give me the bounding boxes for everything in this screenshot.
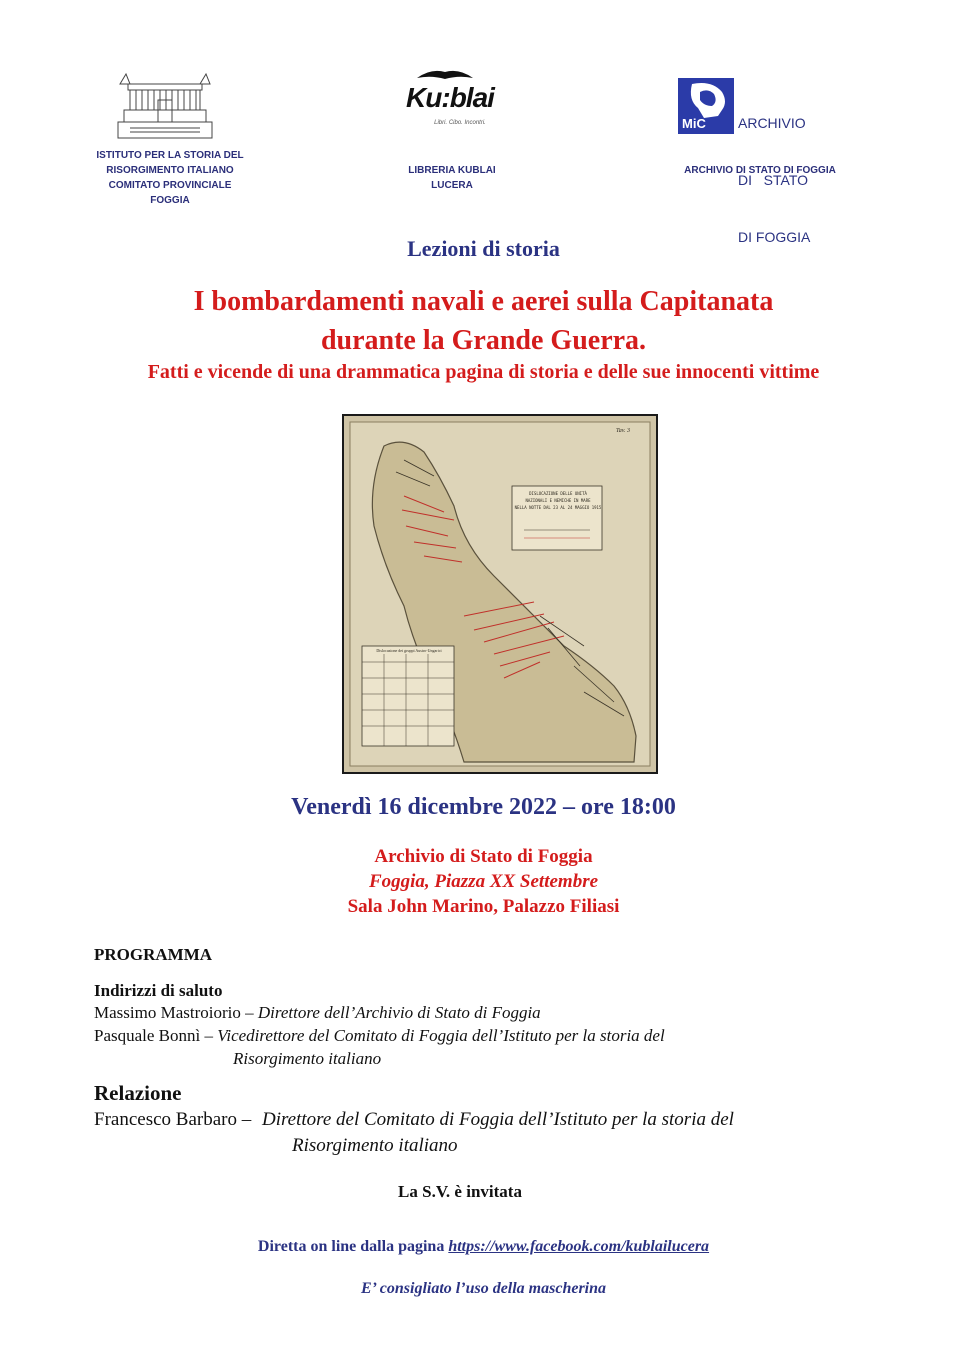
historical-map (342, 414, 658, 774)
relazione-heading: Relazione (94, 1081, 182, 1105)
greetings-heading: Indirizzi di saluto (94, 981, 223, 1000)
map-legend (514, 490, 602, 511)
institute-logo (110, 70, 220, 142)
hat-icon (415, 66, 475, 82)
speaker-1-name: Massimo Mastroiorio – (94, 1003, 258, 1022)
caption-line: LIBRERIA KUBLAI (408, 165, 496, 176)
caption-line: ISTITUTO PER LA STORIA DEL (96, 150, 244, 161)
archivio-caption: ARCHIVIO DI STATO DI FOGGIA (684, 165, 836, 176)
caption-line: LUCERA (431, 180, 473, 191)
subtitle: Fatti e vicende di una drammatica pagina di storia e delle sue innocenti vittime (147, 361, 820, 383)
mic-text: MiC (682, 116, 706, 131)
speaker-2-name: Pasquale Bonnì – (94, 1026, 218, 1045)
speaker-3-name: Francesco Barbaro – (94, 1109, 256, 1130)
venue-line3: Sala John Marino, Palazzo Filiasi (347, 896, 620, 917)
speaker-2 (94, 1024, 665, 1048)
series-title: Lezioni di storia (407, 236, 560, 261)
archivio-line: DI STATO (738, 172, 809, 188)
archivio-logo (678, 78, 828, 245)
institute-caption (80, 148, 260, 208)
adriatic-map-image (344, 416, 656, 772)
facebook-link[interactable]: https://www.facebook.com/kublailucera (448, 1238, 710, 1255)
speaker-1 (94, 1001, 541, 1025)
legend-line: NAZIONALI E NEMICHE IN MARE (525, 498, 591, 503)
archivio-line: DI FOGGIA (738, 229, 811, 245)
kublai-logo (390, 66, 510, 132)
speaker-3-role: Direttore del Comitato di Foggia dell’Istituto per la storia del (261, 1109, 734, 1130)
stream-prefix: Diretta on line dalla pagina (257, 1238, 449, 1255)
invitation: La S.V. è invitata (398, 1182, 522, 1201)
speaker-3 (94, 1109, 734, 1131)
kublai-caption (372, 163, 532, 193)
main-title-line2: durante la Grande Guerra. (320, 325, 647, 356)
caption-line: FOGGIA (150, 195, 190, 206)
map-table-title: Dislocazione dei gruppi Austro-Ungarici (376, 648, 442, 653)
venue-line2: Foggia, Piazza XX Settembre (368, 871, 599, 892)
caption-line: COMITATO PROVINCIALE (108, 180, 232, 191)
monument-icon (110, 70, 220, 142)
caption-line: RISORGIMENTO ITALIANO (106, 165, 234, 176)
legend-line: NELLA NOTTE DAL 23 AL 24 MAGGIO 1915 (514, 505, 602, 510)
map-tav-label: Tav. 3 (616, 428, 631, 434)
speaker-2-role: Vicedirettore del Comitato di Foggia dell’Istituto per la storia del (217, 1026, 665, 1045)
archivio-line: ARCHIVIO (738, 115, 806, 131)
legend-line: DISLOCAZIONE DELLE UNITÀ (529, 491, 587, 496)
speaker-3-role-cont: Risorgimento italiano (292, 1135, 458, 1156)
main-title-line1: I bombardamenti navali e aerei sulla Capitanata (193, 286, 774, 317)
event-date: Venerdì 16 dicembre 2022 – ore 18:00 (291, 794, 676, 820)
stream-line (0, 1238, 967, 1256)
speaker-2-role-cont: Risorgimento italiano (233, 1049, 382, 1068)
mask-note: E’ consigliato l’uso della mascherina (360, 1280, 607, 1297)
venue-line1: Archivio di Stato di Foggia (374, 846, 593, 867)
programma-heading: PROGRAMMA (94, 945, 213, 964)
kublai-wordmark: Ku:blai (406, 82, 494, 113)
kublai-tagline: Libri. Cibo. Incontri. (434, 120, 486, 126)
speaker-1-role: Direttore dell’Archivio di Stato di Foggia (257, 1003, 541, 1022)
mic-badge (678, 78, 734, 134)
